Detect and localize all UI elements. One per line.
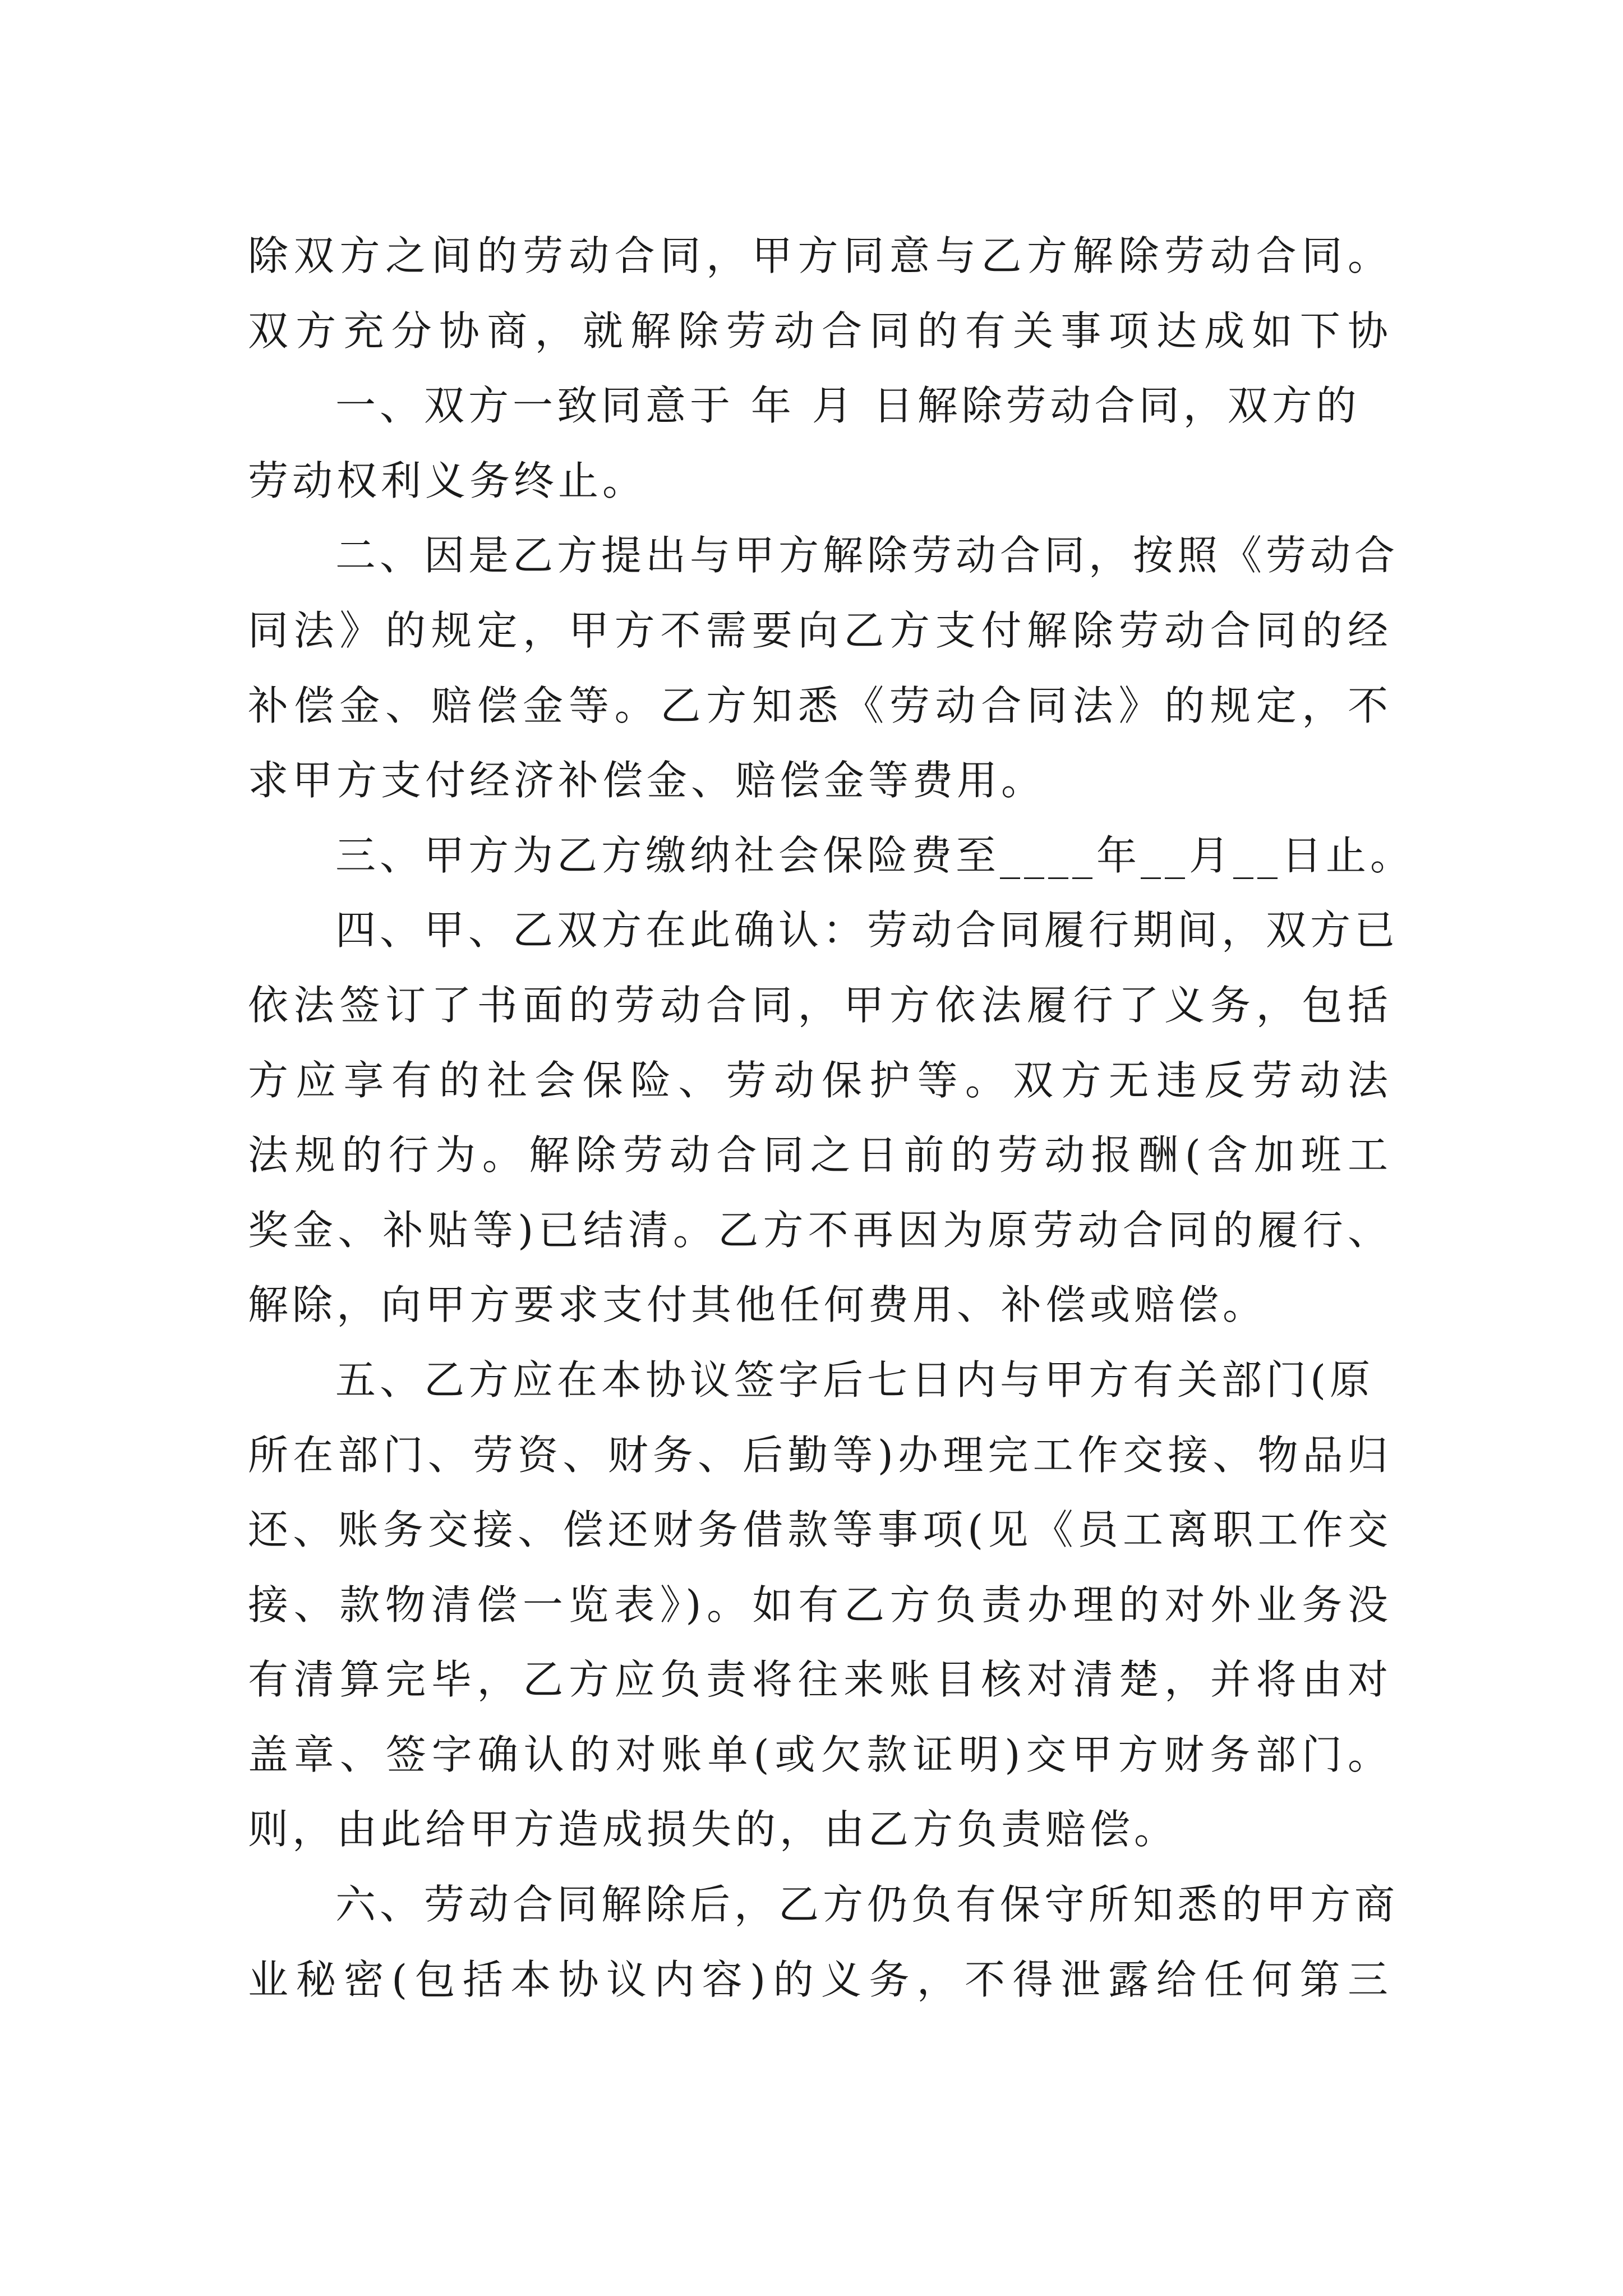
- text-line-2: 双方充分协商，就解除劳动合同的有关事项达成如下协: [248, 307, 1392, 355]
- text-line-4: 劳动权利义务终止。: [248, 457, 647, 504]
- text-line-6: 同法》的规定，甲方不需要向乙方支付解除劳动合同的经: [248, 606, 1392, 654]
- text-line-12: 方应享有的社会保险、劳动保护等。双方无违反劳动法: [248, 1056, 1392, 1104]
- text-line-23: 六、劳动合同解除后，乙方仍负有保守所知悉的甲方商: [335, 1881, 1399, 1929]
- text-line-7: 补偿金、赔偿金等。乙方知悉《劳动合同法》的规定，不: [248, 682, 1392, 729]
- text-line-18: 还、账务交接、偿还财务借款等事项(见《员工离职工作交: [248, 1506, 1392, 1554]
- text-line-11: 依法签订了书面的劳动合同，甲方依法履行了义务，包括: [248, 981, 1392, 1029]
- text-line-14: 奖金、补贴等)已结清。乙方不再因为原劳动合同的履行、: [248, 1206, 1392, 1254]
- text-line-22: 则，由此给甲方造成损失的，由乙方负责赔偿。: [248, 1806, 1179, 1853]
- text-line-24: 业秘密(包括本协议内容)的义务，不得泄露给任何第三: [248, 1955, 1392, 2003]
- text-line-8: 求甲方支付经济补偿金、赔偿金等费用。: [248, 757, 1046, 804]
- agreement-body-text: [248, 219, 1415, 2017]
- text-line-3: 一、双方一致同意于 年 月 日解除劳动合同，双方的: [335, 382, 1361, 430]
- text-line-15: 解除，向甲方要求支付其他任何费用、补偿或赔偿。: [248, 1281, 1267, 1329]
- text-line-10: 四、甲、乙双方在此确认：劳动合同履行期间，双方已: [335, 907, 1399, 954]
- text-line-19: 接、款物清偿一览表》)。如有乙方负责办理的对外业务没: [248, 1581, 1392, 1628]
- text-line-20: 有清算完毕，乙方应负责将往来账目核对清楚，并将由对: [248, 1656, 1392, 1704]
- text-line-17: 所在部门、劳资、财务、后勤等)办理完工作交接、物品归: [248, 1431, 1392, 1479]
- text-line-9: 三、甲方为乙方缴纳社会保险费至____年__月__日止。: [335, 831, 1415, 879]
- text-line-21: 盖章、签字确认的对账单(或欠款证明)交甲方财务部门。: [248, 1731, 1392, 1778]
- text-line-5: 二、因是乙方提出与甲方解除劳动合同，按照《劳动合: [335, 532, 1399, 579]
- text-line-1: 除双方之间的劳动合同，甲方同意与乙方解除劳动合同。: [248, 232, 1392, 279]
- text-line-13: 法规的行为。解除劳动合同之日前的劳动报酬(含加班工: [248, 1131, 1392, 1179]
- text-line-16: 五、乙方应在本协议签字后七日内与甲方有关部门(原: [335, 1356, 1375, 1404]
